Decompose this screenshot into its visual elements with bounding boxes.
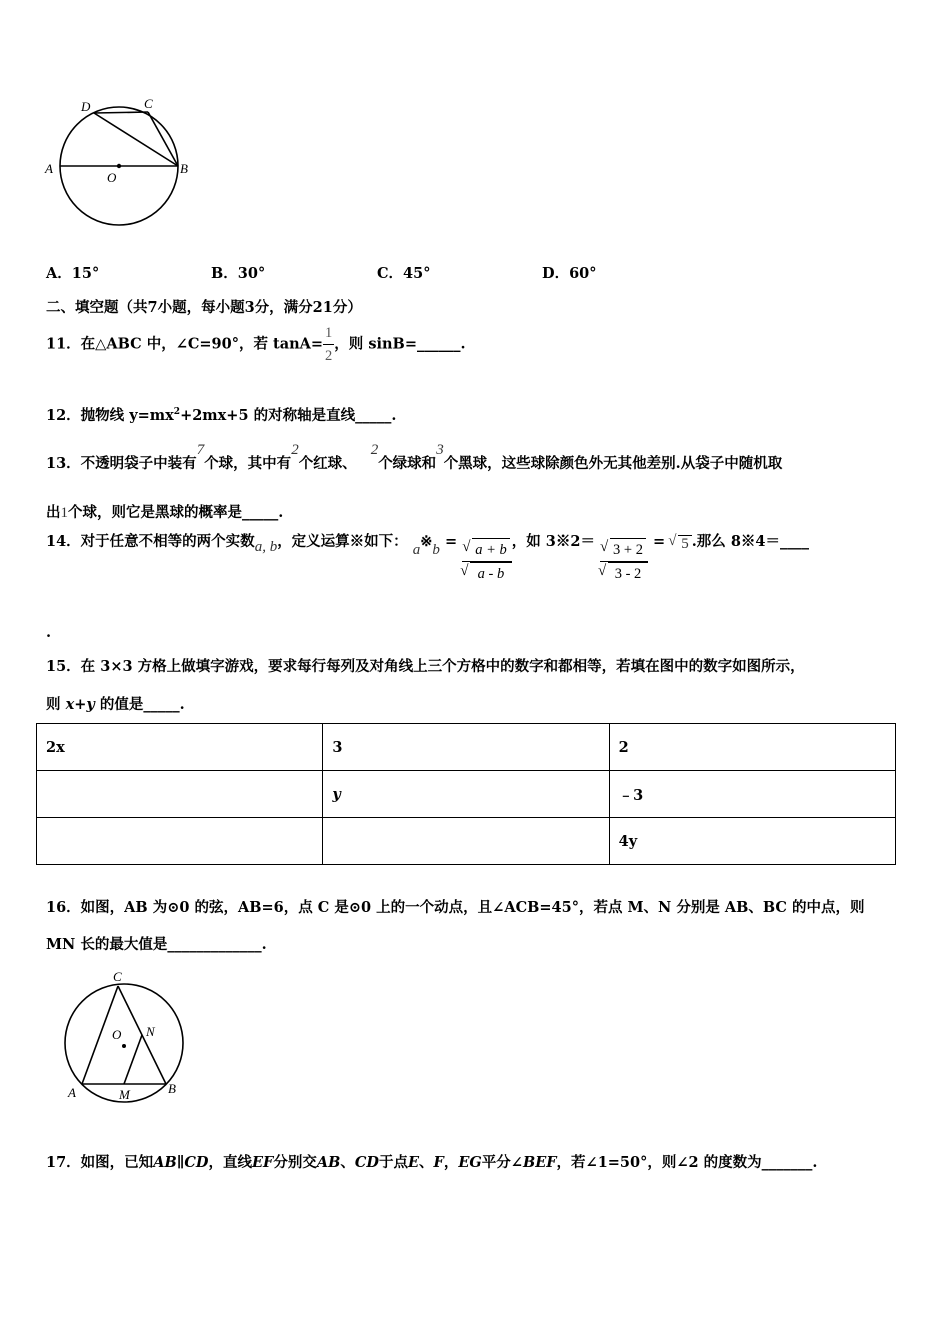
option-b: B．30°: [211, 265, 266, 282]
question-16-line2: MN 长的最大值是_____________.: [46, 936, 267, 953]
grid-cell-r2c3: ﹣3: [609, 771, 895, 818]
figure-circle-diameter: [40, 92, 210, 234]
q14-example-fraction: √ 3 + 2 √ 3 - 2: [600, 538, 648, 585]
chord-cb: [148, 112, 178, 166]
section-header: 二、填空题（共7小题，每小题3分，满分21分）: [46, 299, 362, 316]
label-m: M: [119, 1087, 130, 1102]
label-a: A: [45, 161, 53, 176]
table-row: [37, 724, 896, 771]
segment-mn: [124, 1035, 142, 1084]
grid-cell-r1c2: 3: [323, 724, 609, 771]
option-c: C．45°: [377, 265, 431, 282]
q11-fraction: $\frac{1}{2}$: [323, 322, 334, 367]
q11-text: 11．在△ABC 中，∠C=90°，若 tanA=: [46, 335, 324, 353]
label-d: D: [81, 99, 91, 114]
label-o: O: [107, 170, 117, 185]
question-11: [46, 322, 466, 367]
table-row: [37, 771, 896, 818]
label-b2: B: [168, 1081, 176, 1096]
grid-cell-r2c1: [37, 771, 323, 818]
q11-text-after: ，则 sinB=______.: [334, 335, 466, 353]
label-b: B: [180, 161, 188, 176]
option-d: D．60°: [542, 265, 597, 282]
center-point: [117, 164, 121, 168]
grid-cell-r1c3: 2: [609, 724, 895, 771]
grid-cell-r3c1: [37, 818, 323, 865]
label-n: N: [146, 1024, 155, 1039]
grid-cell-r3c3: 4y: [609, 818, 895, 865]
label-o2: O: [112, 1027, 122, 1042]
table-row: [37, 818, 896, 865]
figure-circle-triangle: [60, 966, 200, 1108]
label-c: C: [144, 96, 153, 111]
grid-cell-r3c2: [323, 818, 609, 865]
label-c2: C: [113, 969, 122, 984]
chord-dc: [94, 112, 148, 113]
question-16: 16．如图，AB 为⊙0 的弦，AB=6，点 C 是⊙0 上的一个动点，且∠ACB=45°，若点 M、N 分别是 AB、BC 的中点，则: [46, 899, 865, 916]
magic-square-grid: [36, 723, 896, 865]
question-12: 12．抛物线 $y=mx^2+2mx+5$ 的对称轴是直线_____.: [46, 407, 397, 424]
question-14: 14．对于任意不相等的两个实数a, b，定义运算※如下： a※b = √ a + b √ a - b ，如 3※2＝ √ 3 + 2 √ 3 - 2 = √ 5 .那么 8※4＝____: [46, 538, 809, 585]
question-13: 13．不透明袋子中装有7个球，其中有2个红球、2个绿球和3个黑球，这些球除颜色外无其他差别.从袋子中随机取: [46, 442, 783, 472]
chord-db: [94, 113, 178, 166]
question-15-line2: 则 x+y 的值是_____.: [46, 696, 185, 713]
question-13-line2: 出1个球，则它是黑球的概率是_____.: [46, 504, 284, 521]
q14-definition-fraction: √ a + b √ a - b: [462, 538, 512, 585]
grid-cell-r1c1: 2x: [37, 724, 323, 771]
center-point-2: [122, 1044, 126, 1048]
label-a2: A: [68, 1085, 76, 1100]
question-15: 15．在 3×3 方格上做填字游戏，要求每行每列及对角线上三个方格中的数字和都相等，若填在图中的数字如图所示，: [46, 658, 805, 675]
question-17: 17．如图，已知AB∥CD，直线EF分别交AB、CD于点E、F，EG平分∠BEF，若∠1=50°，则∠2 的度数为_______.: [46, 1154, 818, 1171]
question-14-tail: .: [46, 624, 52, 641]
grid-cell-r2c2: y: [323, 771, 609, 818]
option-a: A．15°: [46, 265, 100, 282]
